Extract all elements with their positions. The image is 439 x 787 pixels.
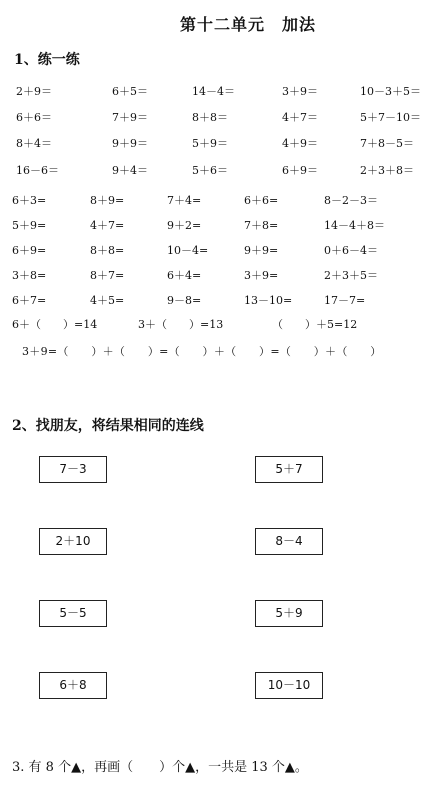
match-left-box-4[interactable]: 6＋8	[39, 672, 107, 699]
exercise-item: 4＋7＝	[282, 111, 318, 124]
exercise-item: 5＋6＝	[192, 164, 228, 177]
exercise-item: 9＋9＝	[112, 137, 148, 150]
exercise-item: 6＋6＝	[16, 111, 52, 124]
match-right-box-3[interactable]: 5＋9	[255, 600, 323, 627]
exercise-item: 4＋5=	[90, 294, 125, 307]
exercise-item: 6＋7=	[12, 294, 47, 307]
exercise-item: 10－3＋5＝	[360, 85, 421, 98]
exercise-item: 8＋9=	[90, 194, 125, 207]
exercise-item: 16－6＝	[16, 164, 59, 177]
exercise-item: 6＋3=	[12, 194, 47, 207]
match-right-box-2[interactable]: 8－4	[255, 528, 323, 555]
match-right-box-1[interactable]: 5＋7	[255, 456, 323, 483]
section-1-heading: 1、练一练	[14, 52, 80, 68]
exercise-item: 13－10=	[244, 294, 293, 307]
exercise-item: 9＋4＝	[112, 164, 148, 177]
exercise-item: 10－4=	[167, 244, 209, 257]
exercise-item: 6＋5＝	[112, 85, 148, 98]
page-title: 第十二单元 加法	[180, 15, 317, 34]
exercise-item: 7＋9＝	[112, 111, 148, 124]
exercise-item: 3＋9＝	[282, 85, 318, 98]
match-right-box-4[interactable]: 10－10	[255, 672, 323, 699]
exercise-item: 5＋9＝	[192, 137, 228, 150]
match-left-box-3[interactable]: 5－5	[39, 600, 107, 627]
exercise-item: 6＋4=	[167, 269, 202, 282]
exercise-item: 8－2－3＝	[324, 194, 378, 207]
exercise-item: 14－4＝	[192, 85, 235, 98]
exercise-item: 5＋9=	[12, 219, 47, 232]
section-3-question: 3. 有 8 个▲，再画（ ）个▲，一共是 13 个▲。	[12, 760, 308, 775]
match-left-box-2[interactable]: 2＋10	[39, 528, 107, 555]
exercise-item: 2＋9＝	[16, 85, 52, 98]
exercise-item: 17－7=	[324, 294, 366, 307]
decomposition-exercise: 3＋9=（ ）＋（ ）=（ ）＋（ ）=（ ）＋（ ）	[22, 345, 382, 358]
exercise-item: 7＋8=	[244, 219, 279, 232]
exercise-item: 2＋3＋5＝	[324, 269, 378, 282]
exercise-item: 8＋4＝	[16, 137, 52, 150]
exercise-item: 8＋8＝	[192, 111, 228, 124]
exercise-item: 9＋2=	[167, 219, 202, 232]
exercise-item: 6＋9＝	[282, 164, 318, 177]
exercise-item: 9－8=	[167, 294, 202, 307]
fill-blank-2: 3＋（ ）=13	[138, 318, 224, 331]
exercise-item: 9＋9=	[244, 244, 279, 257]
exercise-item: 5＋7－10＝	[360, 111, 421, 124]
exercise-item: 8＋8=	[90, 244, 125, 257]
exercise-item: 7＋8－5＝	[360, 137, 414, 150]
exercise-item: 3＋9=	[244, 269, 279, 282]
exercise-item: 0＋6－4＝	[324, 244, 378, 257]
exercise-item: 4＋7=	[90, 219, 125, 232]
fill-blank-3: （ ）＋5=12	[272, 318, 358, 331]
fill-blank-1: 6＋（ ）=14	[12, 318, 98, 331]
exercise-item: 7＋4=	[167, 194, 202, 207]
section-2-heading: 2、找朋友，将结果相同的连线	[12, 418, 204, 434]
exercise-item: 4＋9＝	[282, 137, 318, 150]
exercise-item: 6＋6=	[244, 194, 279, 207]
exercise-item: 6＋9=	[12, 244, 47, 257]
exercise-item: 8＋7=	[90, 269, 125, 282]
exercise-item: 2＋3＋8＝	[360, 164, 414, 177]
match-left-box-1[interactable]: 7－3	[39, 456, 107, 483]
exercise-item: 14－4＋8＝	[324, 219, 385, 232]
exercise-item: 3＋8=	[12, 269, 47, 282]
